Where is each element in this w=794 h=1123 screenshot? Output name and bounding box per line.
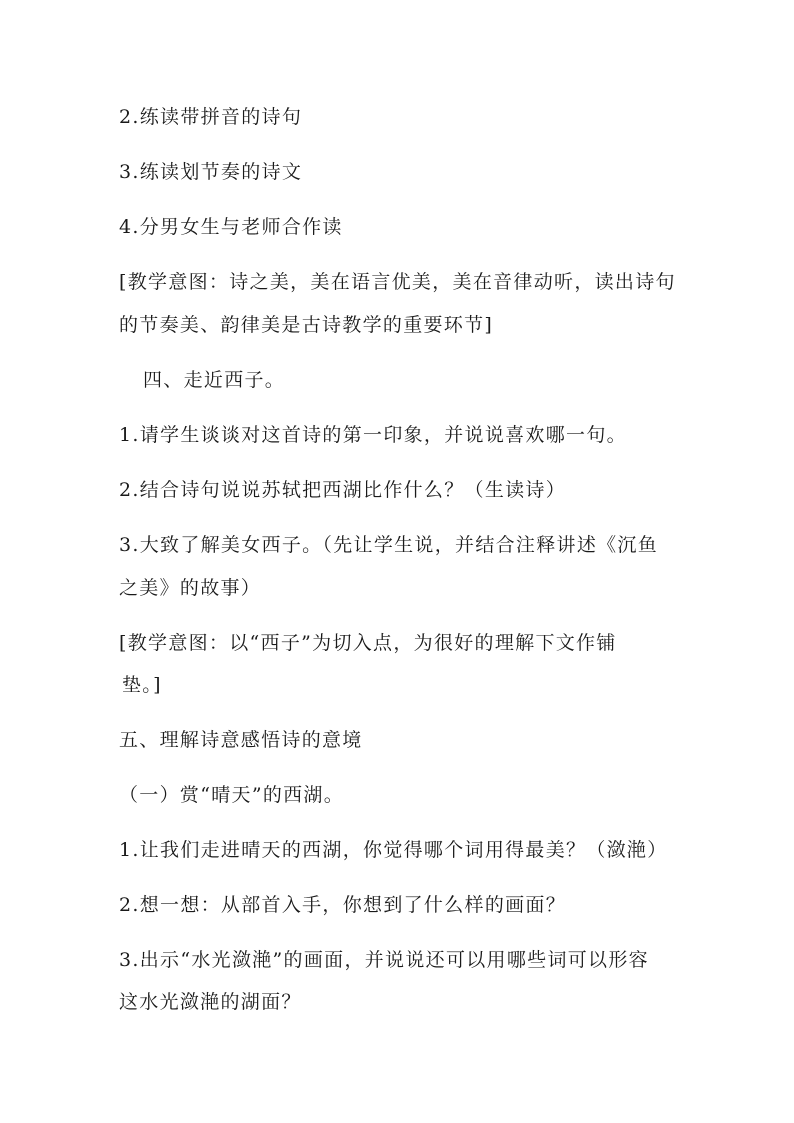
text-line: 1.请学生谈谈对这首诗的第一印象，并说说喜欢哪一句。: [119, 424, 627, 446]
text-line: 垫。]: [122, 674, 162, 696]
text-line: 之美》的故事）: [119, 577, 262, 599]
text-line: 2.练读带拼音的诗句: [119, 106, 303, 128]
text-line: 3.练读划节奏的诗文: [119, 161, 303, 183]
text-line: 3.大致了解美女西子。（先让学生说，并结合注释讲述《沉鱼: [119, 534, 659, 556]
text-line: [教学意图：诗之美，美在语言优美，美在音律动听，读出诗句: [119, 271, 676, 293]
text-line: 1.让我们走进晴天的西湖，你觉得哪个词用得最美？（潋滟）: [119, 839, 668, 861]
text-line: 这水光潋滟的湖面？: [119, 991, 302, 1013]
subsection-heading: （一）赏“晴天”的西湖。: [119, 784, 345, 806]
text-line: 的节奏美、韵律美是古诗教学的重要环节]: [119, 314, 494, 336]
section-heading: 四、走近西子。: [143, 369, 286, 391]
text-line: 2.结合诗句说说苏轼把西湖比作什么？（生读诗）: [119, 479, 567, 501]
text-line: 2.想一想：从部首入手，你想到了什么样的画面？: [119, 894, 567, 916]
text-line: 4.分男女生与老师合作读: [119, 216, 343, 238]
section-heading: 五、理解诗意感悟诗的意境: [119, 729, 363, 751]
text-line: [教学意图：以“西子”为切入点，为很好的理解下文作铺: [119, 632, 617, 654]
text-line: 3.出示“水光潋滟”的画面，并说说还可以用哪些词可以形容: [119, 949, 649, 971]
